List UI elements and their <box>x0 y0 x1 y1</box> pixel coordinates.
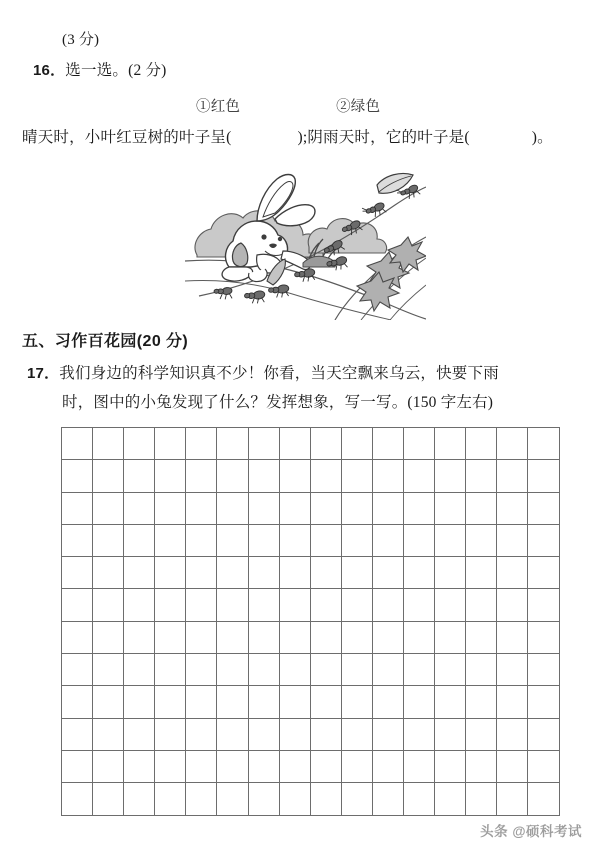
writing-grid-cell[interactable] <box>62 621 93 653</box>
writing-grid-cell[interactable] <box>248 428 279 460</box>
writing-grid-cell[interactable] <box>93 750 124 782</box>
writing-grid-cell[interactable] <box>217 557 248 589</box>
previous-question-score: (3 分) <box>62 32 100 48</box>
writing-grid-cell[interactable] <box>497 718 528 750</box>
writing-grid-cell[interactable] <box>217 750 248 782</box>
writing-grid-cell[interactable] <box>248 783 279 815</box>
writing-grid-cell[interactable] <box>341 428 372 460</box>
writing-grid-cell[interactable] <box>186 783 217 815</box>
writing-grid-cell[interactable] <box>124 783 155 815</box>
writing-grid-cell[interactable] <box>124 428 155 460</box>
writing-grid-cell[interactable] <box>248 460 279 492</box>
writing-grid-cell[interactable] <box>372 460 403 492</box>
rabbit-and-ants-illustration <box>185 163 426 320</box>
question-16-stem-part-1: 晴天时，小叶红豆树的叶子呈( <box>22 129 232 146</box>
writing-grid-cell[interactable] <box>186 686 217 718</box>
writing-grid-cell[interactable] <box>497 428 528 460</box>
writing-grid-cell[interactable] <box>497 557 528 589</box>
writing-grid-cell[interactable] <box>279 557 310 589</box>
writing-grid-cell[interactable] <box>186 492 217 524</box>
writing-grid-cell[interactable] <box>62 718 93 750</box>
writing-grid-cell[interactable] <box>310 654 341 686</box>
writing-grid-cell[interactable] <box>466 557 497 589</box>
writing-grid-cell[interactable] <box>217 428 248 460</box>
writing-grid-cell[interactable] <box>155 783 186 815</box>
writing-grid-cell[interactable] <box>466 460 497 492</box>
writing-grid-cell[interactable] <box>435 492 466 524</box>
writing-grid-cell[interactable] <box>124 557 155 589</box>
writing-grid-cell[interactable] <box>497 460 528 492</box>
writing-grid-cell[interactable] <box>466 718 497 750</box>
writing-grid-cell[interactable] <box>341 654 372 686</box>
writing-grid-cell[interactable] <box>155 524 186 556</box>
writing-grid-cell[interactable] <box>248 686 279 718</box>
writing-grid-cell[interactable] <box>435 460 466 492</box>
writing-grid-cell[interactable] <box>341 460 372 492</box>
writing-grid-cell[interactable] <box>186 621 217 653</box>
watermark: 头条 @硕科考试 <box>480 824 582 839</box>
writing-grid-cell[interactable] <box>372 783 403 815</box>
writing-grid-cell[interactable] <box>279 524 310 556</box>
writing-grid-cell[interactable] <box>404 460 435 492</box>
writing-grid-cell[interactable] <box>341 783 372 815</box>
writing-grid-cell[interactable] <box>341 686 372 718</box>
writing-grid-cell[interactable] <box>497 750 528 782</box>
writing-grid-cell[interactable] <box>248 589 279 621</box>
writing-grid-cell[interactable] <box>217 654 248 686</box>
writing-grid-cell[interactable] <box>93 524 124 556</box>
writing-grid-cell[interactable] <box>93 492 124 524</box>
writing-grid-cell[interactable] <box>124 654 155 686</box>
writing-grid-cell[interactable] <box>310 718 341 750</box>
writing-grid-cell[interactable] <box>528 654 559 686</box>
writing-grid-row <box>62 621 560 653</box>
writing-grid-cell[interactable] <box>93 783 124 815</box>
writing-grid-cell[interactable] <box>93 621 124 653</box>
question-16-stem-part-2: );阴雨天时，它的叶子是( <box>297 129 470 146</box>
writing-grid-cell[interactable] <box>279 654 310 686</box>
writing-grid-cell[interactable] <box>466 524 497 556</box>
writing-grid-cell[interactable] <box>155 718 186 750</box>
writing-grid-cell[interactable] <box>372 718 403 750</box>
question-16-stem-part-3: )。 <box>531 129 553 146</box>
writing-grid-cell[interactable] <box>186 460 217 492</box>
question-17-line-2: 时，图中的小兔发现了什么？发挥想象，写一写。(150 字左右) <box>62 394 494 411</box>
writing-grid-cell[interactable] <box>372 557 403 589</box>
writing-grid-cell[interactable] <box>310 750 341 782</box>
writing-grid-cell[interactable] <box>217 492 248 524</box>
writing-grid-cell[interactable] <box>310 686 341 718</box>
writing-grid-cell[interactable] <box>310 428 341 460</box>
writing-grid-cell[interactable] <box>404 750 435 782</box>
writing-grid-cell[interactable] <box>310 557 341 589</box>
writing-grid-cell[interactable] <box>279 589 310 621</box>
writing-grid-cell[interactable] <box>435 686 466 718</box>
writing-grid-cell[interactable] <box>217 621 248 653</box>
writing-grid-cell[interactable] <box>404 589 435 621</box>
writing-grid-cell[interactable] <box>124 492 155 524</box>
writing-grid-cell[interactable] <box>186 589 217 621</box>
writing-grid-cell[interactable] <box>435 428 466 460</box>
writing-grid-cell[interactable] <box>155 557 186 589</box>
question-16-prompt: 选一选。(2 分) <box>65 62 167 79</box>
writing-grid-cell[interactable] <box>528 492 559 524</box>
writing-grid-cell[interactable] <box>93 718 124 750</box>
question-17-number: 17． <box>27 365 60 382</box>
writing-grid-cell[interactable] <box>372 654 403 686</box>
writing-grid-cell[interactable] <box>248 621 279 653</box>
writing-grid-cell[interactable] <box>124 524 155 556</box>
writing-grid-cell[interactable] <box>372 524 403 556</box>
writing-grid-cell[interactable] <box>404 718 435 750</box>
writing-grid-cell[interactable] <box>435 783 466 815</box>
writing-grid-cell[interactable] <box>497 524 528 556</box>
writing-grid-cell[interactable] <box>279 686 310 718</box>
writing-grid-cell[interactable] <box>528 428 559 460</box>
writing-grid-cell[interactable] <box>310 783 341 815</box>
writing-grid-cell[interactable] <box>435 524 466 556</box>
writing-grid-cell[interactable] <box>62 428 93 460</box>
writing-grid-cell[interactable] <box>372 589 403 621</box>
writing-grid-cell[interactable] <box>497 621 528 653</box>
writing-grid-row <box>62 750 560 782</box>
writing-grid-cell[interactable] <box>404 557 435 589</box>
writing-grid-cell[interactable] <box>466 621 497 653</box>
writing-grid-cell[interactable] <box>155 428 186 460</box>
writing-grid-row <box>62 460 560 492</box>
writing-grid-cell[interactable] <box>341 750 372 782</box>
question-17-text-1: 我们身边的科学知识真不少！你看，当天空飘来乌云，快要下雨 <box>59 365 499 382</box>
writing-grid-row <box>62 589 560 621</box>
writing-grid-cell[interactable] <box>248 654 279 686</box>
writing-grid-cell[interactable] <box>93 686 124 718</box>
writing-grid-cell[interactable] <box>279 718 310 750</box>
writing-grid-cell[interactable] <box>466 783 497 815</box>
writing-grid-cell[interactable] <box>186 654 217 686</box>
writing-grid-cell[interactable] <box>124 718 155 750</box>
writing-grid-cell[interactable] <box>155 621 186 653</box>
writing-grid-cell[interactable] <box>372 750 403 782</box>
writing-grid-cell[interactable] <box>435 621 466 653</box>
writing-grid-cell[interactable] <box>62 460 93 492</box>
writing-grid-cell[interactable] <box>279 460 310 492</box>
writing-grid-cell[interactable] <box>62 686 93 718</box>
writing-grid-cell[interactable] <box>155 750 186 782</box>
writing-grid-cell[interactable] <box>217 718 248 750</box>
question-16-stem <box>22 128 553 148</box>
question-16-options <box>196 97 380 117</box>
writing-grid-cell[interactable] <box>310 621 341 653</box>
writing-grid-cell[interactable] <box>186 718 217 750</box>
writing-grid-cell[interactable] <box>217 524 248 556</box>
writing-grid-cell[interactable] <box>93 654 124 686</box>
writing-grid-cell[interactable] <box>528 524 559 556</box>
writing-grid-cell[interactable] <box>435 557 466 589</box>
writing-grid-cell[interactable] <box>466 428 497 460</box>
writing-grid-row <box>62 492 560 524</box>
writing-grid-cell[interactable] <box>279 492 310 524</box>
writing-grid-cell[interactable] <box>372 686 403 718</box>
writing-grid-cell[interactable] <box>528 783 559 815</box>
writing-grid-cell[interactable] <box>466 750 497 782</box>
writing-answer-grid[interactable] <box>61 427 560 816</box>
writing-grid-cell[interactable] <box>248 492 279 524</box>
writing-grid-cell[interactable] <box>528 589 559 621</box>
writing-grid-cell[interactable] <box>186 428 217 460</box>
writing-grid-cell[interactable] <box>155 589 186 621</box>
question-16-option-2[interactable]: ②绿色 <box>336 99 381 115</box>
writing-grid-cell[interactable] <box>404 524 435 556</box>
writing-grid-cell[interactable] <box>372 492 403 524</box>
question-16-number: 16． <box>33 62 66 79</box>
writing-grid-cell[interactable] <box>62 557 93 589</box>
writing-grid-body <box>62 428 560 816</box>
writing-grid-cell[interactable] <box>310 460 341 492</box>
writing-grid-cell[interactable] <box>186 524 217 556</box>
writing-grid-cell[interactable] <box>341 557 372 589</box>
writing-grid-cell[interactable] <box>341 524 372 556</box>
writing-grid-cell[interactable] <box>528 750 559 782</box>
writing-grid-row <box>62 654 560 686</box>
writing-grid-cell[interactable] <box>62 654 93 686</box>
writing-grid-cell[interactable] <box>93 589 124 621</box>
writing-grid-cell[interactable] <box>435 589 466 621</box>
writing-grid-cell[interactable] <box>404 686 435 718</box>
writing-grid-cell[interactable] <box>93 557 124 589</box>
writing-grid-cell[interactable] <box>62 492 93 524</box>
writing-grid-cell[interactable] <box>404 428 435 460</box>
writing-grid-cell[interactable] <box>248 557 279 589</box>
writing-grid-row <box>62 524 560 556</box>
writing-grid-cell[interactable] <box>217 783 248 815</box>
writing-grid-cell[interactable] <box>497 492 528 524</box>
writing-grid-cell[interactable] <box>155 686 186 718</box>
writing-grid-cell[interactable] <box>341 621 372 653</box>
question-17-line-1 <box>27 364 499 384</box>
writing-grid-cell[interactable] <box>466 492 497 524</box>
question-16-heading <box>33 61 167 81</box>
writing-grid-cell[interactable] <box>124 621 155 653</box>
writing-grid-row <box>62 783 560 815</box>
writing-grid-cell[interactable] <box>497 686 528 718</box>
writing-grid-cell[interactable] <box>435 654 466 686</box>
writing-grid-cell[interactable] <box>186 750 217 782</box>
writing-grid-cell[interactable] <box>62 589 93 621</box>
writing-grid-cell[interactable] <box>404 621 435 653</box>
writing-grid-cell[interactable] <box>310 524 341 556</box>
writing-grid-row <box>62 718 560 750</box>
writing-grid-cell[interactable] <box>404 654 435 686</box>
writing-grid-cell[interactable] <box>124 589 155 621</box>
writing-grid-cell[interactable] <box>341 589 372 621</box>
writing-grid-cell[interactable] <box>217 686 248 718</box>
writing-grid-cell[interactable] <box>155 460 186 492</box>
writing-grid-cell[interactable] <box>93 460 124 492</box>
writing-grid-cell[interactable] <box>404 492 435 524</box>
section-five-heading: 五、习作百花园(20 分) <box>22 333 189 350</box>
writing-grid-cell[interactable] <box>279 750 310 782</box>
writing-grid-row <box>62 428 560 460</box>
writing-grid-cell[interactable] <box>372 621 403 653</box>
question-16-option-1[interactable]: ①红色 <box>196 99 241 115</box>
writing-grid-cell[interactable] <box>528 686 559 718</box>
writing-grid-cell[interactable] <box>248 524 279 556</box>
writing-grid-cell[interactable] <box>466 654 497 686</box>
writing-grid-cell[interactable] <box>217 589 248 621</box>
writing-grid-cell[interactable] <box>124 750 155 782</box>
writing-grid-cell[interactable] <box>310 589 341 621</box>
writing-grid-cell[interactable] <box>155 654 186 686</box>
writing-grid-row <box>62 686 560 718</box>
writing-grid-cell[interactable] <box>466 686 497 718</box>
writing-grid-cell[interactable] <box>435 750 466 782</box>
writing-grid-cell[interactable] <box>341 718 372 750</box>
writing-grid-cell[interactable] <box>186 557 217 589</box>
writing-grid-cell[interactable] <box>497 654 528 686</box>
writing-grid-cell[interactable] <box>528 557 559 589</box>
writing-grid-cell[interactable] <box>217 460 248 492</box>
writing-grid-cell[interactable] <box>372 428 403 460</box>
writing-grid-cell[interactable] <box>341 492 372 524</box>
writing-grid-cell[interactable] <box>248 718 279 750</box>
writing-grid-cell[interactable] <box>62 524 93 556</box>
writing-grid-cell[interactable] <box>248 750 279 782</box>
writing-grid-cell[interactable] <box>124 686 155 718</box>
writing-grid-cell[interactable] <box>279 428 310 460</box>
writing-grid-cell[interactable] <box>62 750 93 782</box>
writing-grid-cell[interactable] <box>155 492 186 524</box>
writing-grid-cell[interactable] <box>497 783 528 815</box>
writing-grid-cell[interactable] <box>528 718 559 750</box>
writing-grid-cell[interactable] <box>528 460 559 492</box>
writing-grid-cell[interactable] <box>279 621 310 653</box>
writing-grid-cell[interactable] <box>62 783 93 815</box>
writing-grid-cell[interactable] <box>528 621 559 653</box>
writing-grid-cell[interactable] <box>310 492 341 524</box>
writing-grid-cell[interactable] <box>404 783 435 815</box>
writing-grid-cell[interactable] <box>124 460 155 492</box>
writing-grid-row <box>62 557 560 589</box>
writing-grid-cell[interactable] <box>279 783 310 815</box>
writing-grid-cell[interactable] <box>435 718 466 750</box>
writing-grid-cell[interactable] <box>466 589 497 621</box>
writing-grid-cell[interactable] <box>93 428 124 460</box>
writing-grid-cell[interactable] <box>497 589 528 621</box>
